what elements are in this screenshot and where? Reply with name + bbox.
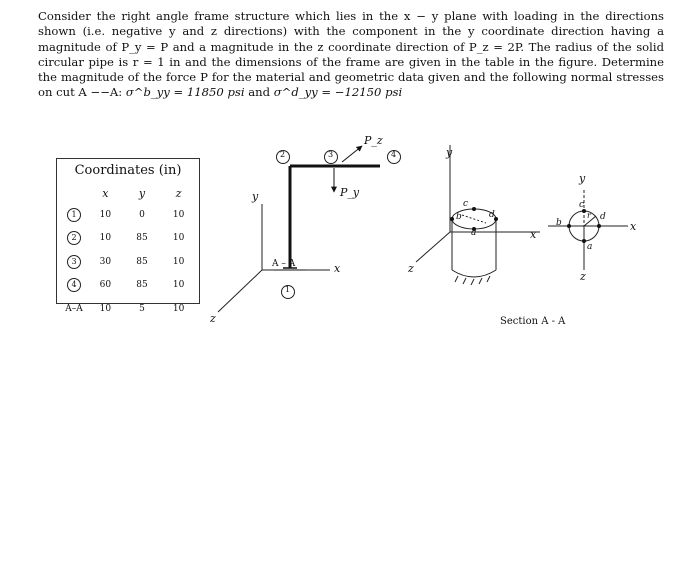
frame-z-axis xyxy=(218,270,262,312)
section-right-x-label: x xyxy=(630,220,637,233)
header-x: x xyxy=(102,186,109,200)
cell-y: 85 xyxy=(136,233,148,244)
header-y: y xyxy=(138,186,146,200)
frame-z-label: z xyxy=(210,312,216,325)
cell-x: 10 xyxy=(99,303,112,314)
section-left-x-label: x xyxy=(530,228,537,241)
cell-z: 10 xyxy=(172,256,185,267)
point-label: 2 xyxy=(67,231,81,245)
point-label: 1 xyxy=(67,208,81,222)
section-left-z-axis xyxy=(416,232,450,262)
frame-nodes xyxy=(277,151,401,299)
point-b-left: b xyxy=(456,212,462,222)
stress-join: and xyxy=(248,85,271,100)
point-a-right: a xyxy=(587,242,593,252)
section-left-z-label: z xyxy=(408,262,414,275)
frame-y-label: y xyxy=(252,190,259,203)
point-label: 4 xyxy=(67,278,81,292)
header-z: z xyxy=(175,186,182,200)
load-pz-arrow xyxy=(342,146,362,162)
point-label: 3 xyxy=(67,255,81,269)
section-left-y-label: y xyxy=(446,146,453,159)
coordinates-title: Coordinates (in) xyxy=(74,163,182,178)
cell-x: 10 xyxy=(99,209,112,220)
point-b-right: b xyxy=(556,218,562,228)
section-right-y-label: y xyxy=(579,172,586,185)
cell-y: 85 xyxy=(136,256,148,267)
section-right-z-label: z xyxy=(580,270,586,283)
pipe-bottom-arc xyxy=(452,270,496,277)
stress-b: σ^b_yy = 11850 psi xyxy=(125,85,245,100)
cell-z: 10 xyxy=(172,209,185,220)
node-1-label: 1 xyxy=(285,285,291,294)
section-right xyxy=(548,190,628,270)
section-left xyxy=(416,145,540,285)
pipe-diameter xyxy=(462,215,486,223)
cell-y: 85 xyxy=(136,280,148,291)
stress-d: σ^d_yy = −12150 psi xyxy=(273,85,403,100)
node-3-label: 3 xyxy=(328,150,334,159)
section-caption: Section A - A xyxy=(500,316,566,327)
frame-axes xyxy=(218,204,330,312)
cell-z: 10 xyxy=(172,233,185,244)
cell-x: 10 xyxy=(99,233,112,244)
problem-text: Consider the right angle frame structure which lies in the x − y plane with loading in the directions shown (i.e. negative y and z directions) with the component in the y coordinate direction having a magnitude of P_y = P and a magnitude in the z coordinate direction of P_z = 2P. The radius of the solid circular pipe is r = 1 in and the dimensions of the frame are given in the table in the figure. Determine the magnitude of the force P for the material and geometric data given and the following normal stresses on cut A −−A: xyxy=(38,9,664,100)
point-a-left: a xyxy=(471,228,477,238)
point-d-right: d xyxy=(600,212,606,222)
frame-structure xyxy=(274,166,380,270)
load-py-label: P_y xyxy=(340,186,360,199)
point-label: A–A xyxy=(65,303,83,314)
cell-y: 5 xyxy=(139,303,145,314)
cut-label: A – A xyxy=(272,259,296,269)
frame-x-label: x xyxy=(334,262,341,275)
cell-x: 60 xyxy=(99,280,112,291)
load-pz-label: P_z xyxy=(364,134,383,147)
node-2-label: 2 xyxy=(280,150,286,159)
cell-x: 30 xyxy=(99,256,112,267)
point-c-left: c xyxy=(463,199,469,209)
cell-z: 10 xyxy=(172,303,185,314)
node-4-label: 4 xyxy=(391,150,397,159)
point-c-right: c xyxy=(579,200,585,210)
point-d-left: d xyxy=(489,210,495,220)
radius-label: r xyxy=(587,211,591,220)
cell-z: 10 xyxy=(172,280,185,291)
cell-y: 0 xyxy=(139,209,145,220)
